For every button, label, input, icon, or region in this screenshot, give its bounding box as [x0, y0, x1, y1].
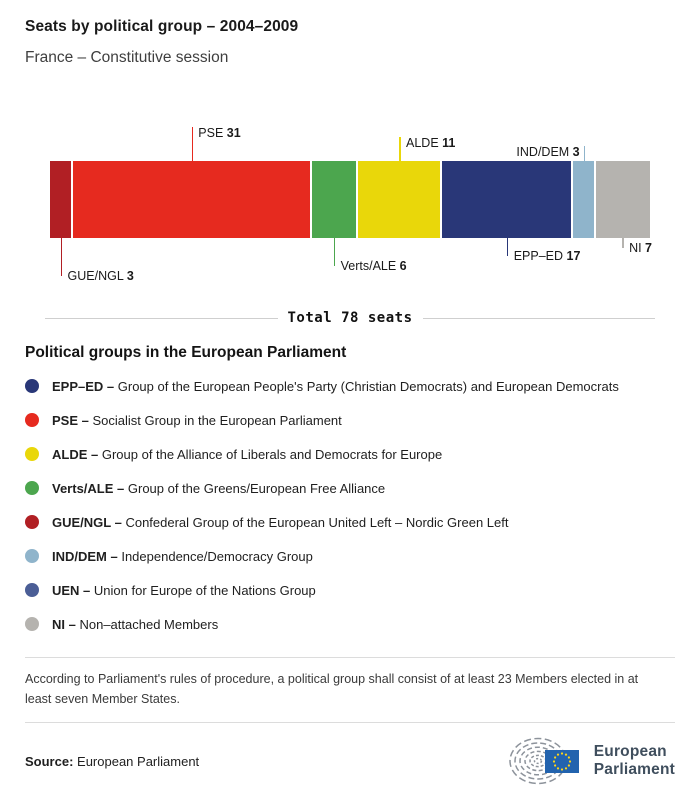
legend-dot-icon	[25, 481, 39, 495]
logo-line1: European	[593, 742, 667, 760]
legend-label: GUE/NGL – Confederal Group of the European United Left – Nordic Green Left	[52, 514, 509, 530]
legend-dot-icon	[25, 379, 39, 393]
callout-label: EPP–ED 17	[513, 249, 581, 263]
legend-dot-icon	[25, 617, 39, 631]
footnote-text: According to Parliament's rules of procedure, a political group shall consist of at least 23 Members elected in at least seven Member States.	[25, 672, 639, 706]
legend-item-uen	[25, 573, 675, 607]
callout-label: Verts/ALE 6	[340, 259, 407, 273]
legend-item-verts-ale	[25, 471, 675, 505]
bar-segment-verts-ale	[312, 161, 358, 238]
legend-item-alde	[25, 437, 675, 471]
logo-wordmark	[594, 743, 675, 780]
legend-list	[25, 369, 675, 641]
legend-item-gue-ngl	[25, 505, 675, 539]
callout-tick	[584, 146, 586, 161]
callout-label: NI 7	[629, 241, 652, 255]
callout-tick	[622, 238, 624, 248]
footnote-box	[25, 657, 675, 723]
callout-label: PSE 31	[198, 126, 241, 140]
total-rule-left	[45, 318, 278, 319]
bar-segment-gue-ngl	[50, 161, 73, 238]
legend-label: PSE – Socialist Group in the European Parliament	[52, 412, 342, 428]
bar-segment-ind-dem	[573, 161, 596, 238]
legend-item-ni	[25, 607, 675, 641]
seats-bar	[50, 161, 650, 238]
european-parliament-logo	[507, 736, 675, 786]
legend-label: IND/DEM – Independence/Democracy Group	[52, 548, 313, 564]
legend-title: Political groups in the European Parliament	[25, 344, 347, 361]
header	[0, 0, 700, 67]
callout-tick	[399, 137, 401, 161]
legend-dot-icon	[25, 549, 39, 563]
legend-item-ind-dem	[25, 539, 675, 573]
legend-item-epp-ed	[25, 369, 675, 403]
page-subtitle: France – Constitutive session	[25, 49, 229, 66]
bar-segment-epp-ed	[442, 161, 573, 238]
legend-label: ALDE – Group of the Alliance of Liberals and Democrats for Europe	[52, 446, 443, 462]
callout-label: GUE/NGL 3	[67, 269, 134, 283]
bar-segment-pse	[73, 161, 311, 238]
source-value: European Parliament	[77, 753, 200, 769]
legend-item-pse	[25, 403, 675, 437]
callout-tick	[192, 127, 194, 161]
callout-label: ALDE 11	[406, 136, 456, 150]
legend-dot-icon	[25, 447, 39, 461]
total-seats-label: Total 78 seats	[287, 310, 413, 326]
bar-segment-alde	[358, 161, 443, 238]
source-line	[25, 754, 199, 769]
legend-dot-icon	[25, 413, 39, 427]
legend-section	[0, 344, 700, 641]
legend-label: Verts/ALE – Group of the Greens/European Free Alliance	[52, 480, 386, 496]
page-title: Seats by political group – 2004–2009	[25, 18, 299, 35]
callout-tick	[61, 238, 63, 276]
total-seats-row	[45, 307, 655, 329]
legend-label: EPP–ED – Group of the European People's Party (Christian Democrats) and European Democrats	[52, 378, 619, 394]
bar-segment-ni	[596, 161, 650, 238]
legend-dot-icon	[25, 515, 39, 529]
ep-hemicycle-flag-icon	[507, 736, 585, 786]
seats-stacked-bar-chart	[0, 67, 700, 307]
legend-label: NI – Non–attached Members	[52, 616, 219, 632]
legend-label: UEN – Union for Europe of the Nations Group	[52, 582, 316, 598]
callout-tick	[507, 238, 509, 256]
source-label: Source:	[25, 753, 74, 769]
legend-dot-icon	[25, 583, 39, 597]
logo-line2: Parliament	[593, 761, 675, 778]
callout-label: IND/DEM 3	[516, 145, 580, 159]
callout-tick	[334, 238, 336, 266]
total-rule-right	[423, 318, 656, 319]
footer	[25, 733, 675, 789]
